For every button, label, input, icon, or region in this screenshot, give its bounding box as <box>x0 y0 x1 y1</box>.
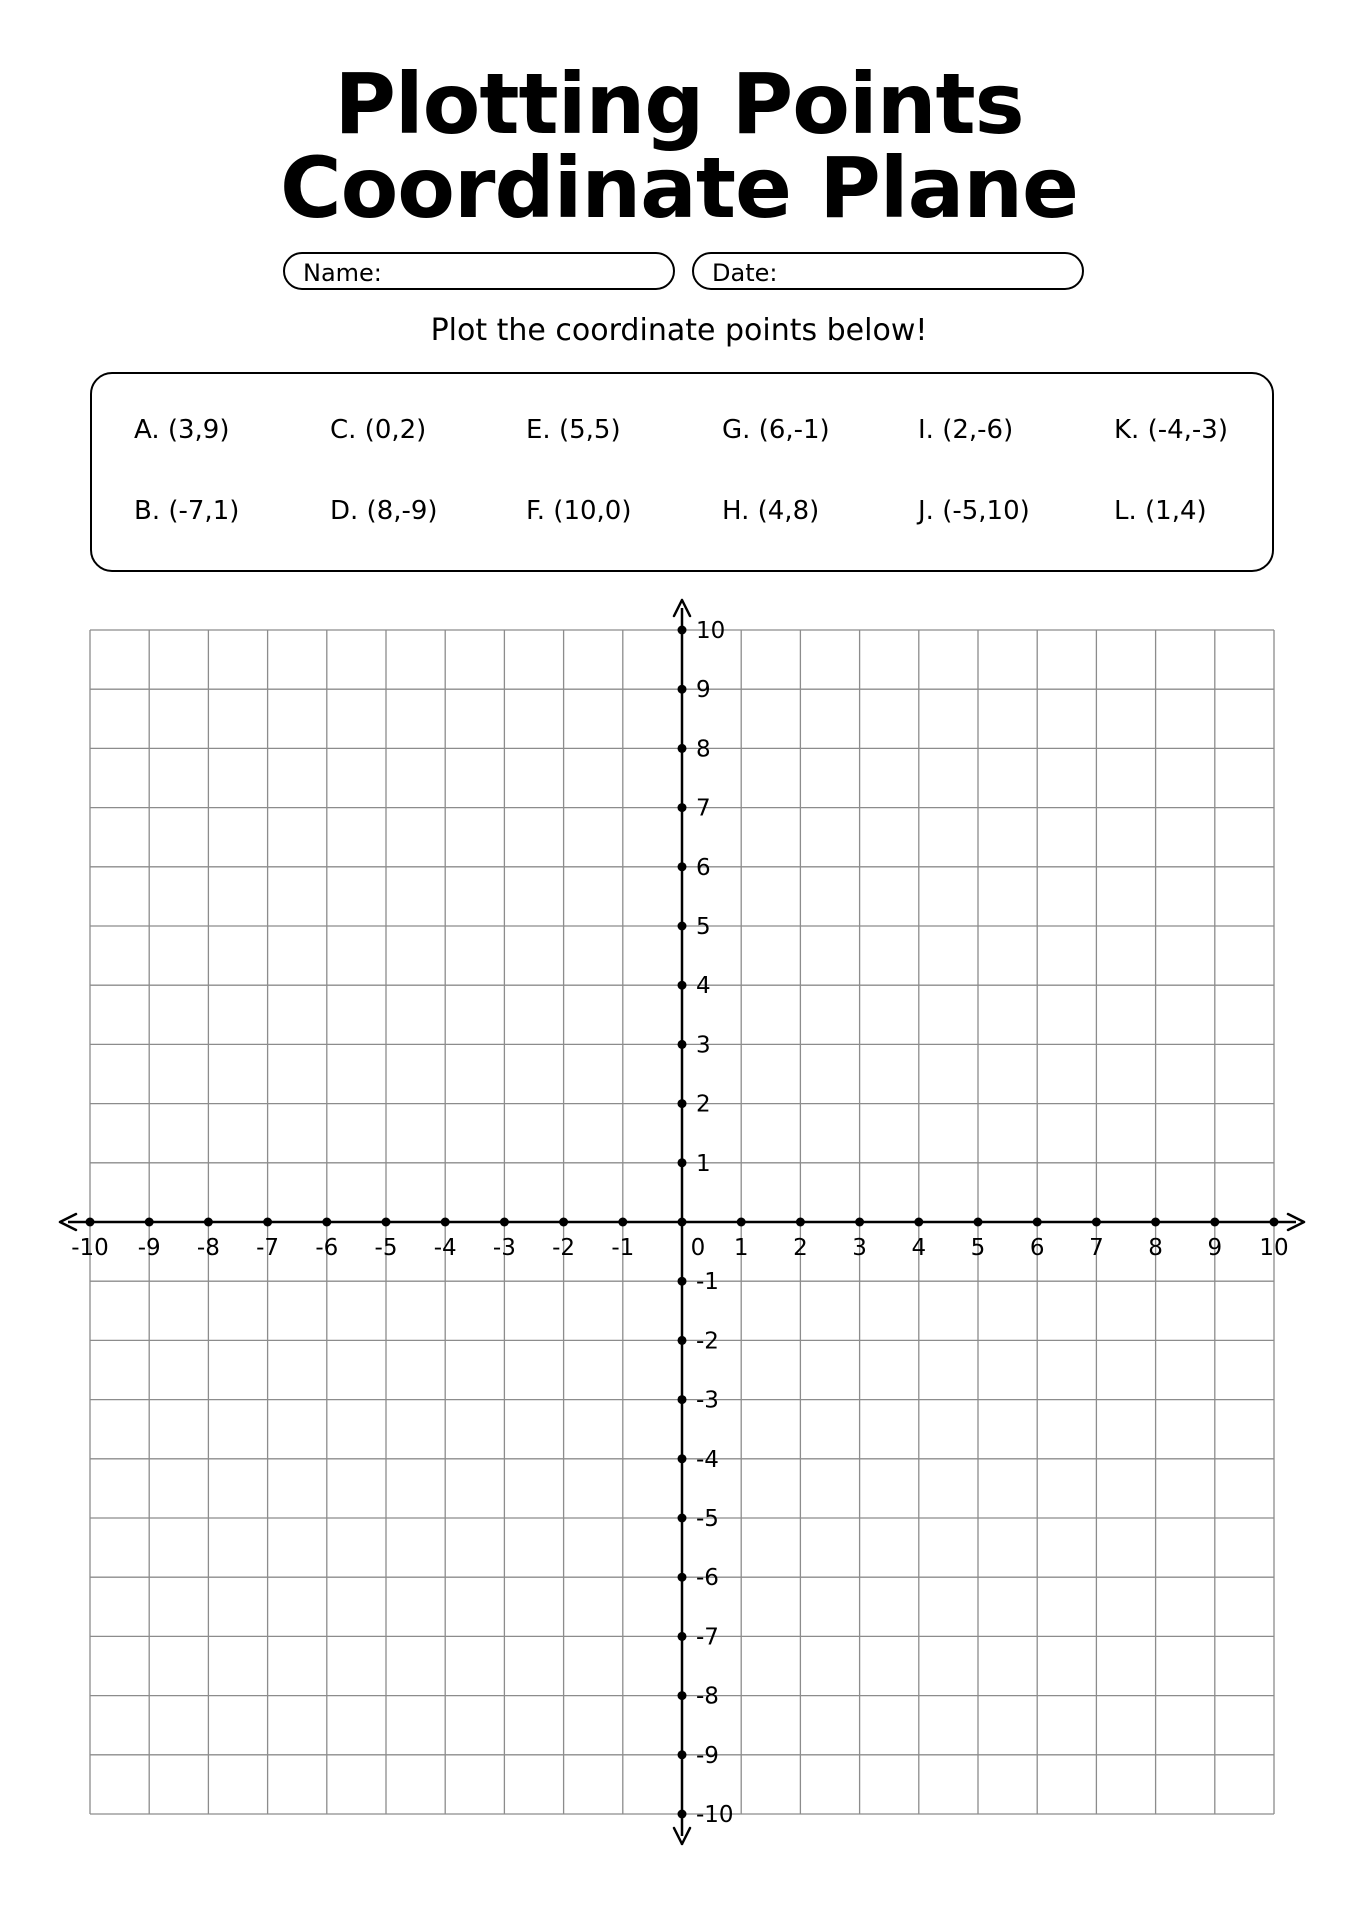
x-tick-label: -9 <box>137 1235 161 1261</box>
x-tick-label: 6 <box>1029 1235 1045 1261</box>
x-axis-tick-dot <box>796 1218 805 1227</box>
x-axis-tick-dot <box>1270 1218 1279 1227</box>
y-axis-tick-dot <box>678 981 687 990</box>
x-tick-label: -4 <box>433 1235 457 1261</box>
point-label-i: I. (2,-6) <box>918 415 1014 445</box>
point-label-d: D. (8,-9) <box>330 496 438 526</box>
y-tick-label: 5 <box>696 914 711 940</box>
x-tick-label: 9 <box>1207 1235 1223 1261</box>
y-tick-label: 9 <box>696 677 711 704</box>
x-axis-tick-dot <box>441 1218 450 1227</box>
x-axis-tick-dot <box>855 1218 864 1227</box>
y-tick-label: 7 <box>696 795 711 822</box>
y-axis-tick-dot <box>678 1158 687 1167</box>
x-tick-label: -3 <box>492 1235 516 1261</box>
origin-label: 0 <box>690 1235 706 1261</box>
y-tick-label: -1 <box>696 1269 719 1296</box>
page-title-line-1: Plotting Points <box>334 55 1024 153</box>
point-label-j: J. (-5,10) <box>918 496 1030 526</box>
y-axis-tick-dot <box>678 685 687 694</box>
point-label-b: B. (-7,1) <box>134 496 240 526</box>
y-axis-tick-dot <box>678 1040 687 1049</box>
x-axis-tick-dot <box>263 1218 272 1227</box>
y-axis-tick-dot <box>678 744 687 753</box>
y-tick-label: -3 <box>696 1387 719 1414</box>
y-axis-tick-dot <box>678 1277 687 1286</box>
x-axis-tick-dot <box>86 1218 95 1227</box>
y-tick-label: 3 <box>696 1032 711 1059</box>
x-tick-label: 8 <box>1148 1235 1163 1261</box>
x-tick-label: 10 <box>1259 1235 1289 1261</box>
x-axis-tick-dot <box>914 1218 923 1227</box>
point-label-a: A. (3,9) <box>134 415 230 445</box>
y-axis-tick-dot <box>678 1750 687 1759</box>
y-tick-label: 6 <box>696 854 711 881</box>
point-label-f: F. (10,0) <box>526 496 632 526</box>
y-axis-tick-dot <box>678 1099 687 1108</box>
y-axis-tick-dot <box>678 862 687 871</box>
y-axis-tick-dot <box>678 1573 687 1582</box>
y-tick-label: -6 <box>696 1565 719 1592</box>
x-axis-tick-dot <box>382 1218 391 1227</box>
y-tick-label: -8 <box>696 1683 719 1710</box>
page-title-line-2: Coordinate Plane <box>279 139 1079 237</box>
x-tick-label: 3 <box>852 1235 867 1261</box>
y-tick-label: -10 <box>696 1802 734 1828</box>
instruction-text: Plot the coordinate points below! <box>430 313 928 348</box>
y-tick-label: -5 <box>696 1506 719 1532</box>
point-label-c: C. (0,2) <box>330 415 427 445</box>
x-tick-label: -6 <box>315 1235 339 1261</box>
x-tick-label: -1 <box>611 1235 635 1261</box>
x-axis-tick-dot <box>618 1218 627 1227</box>
x-axis-tick-dot <box>678 1218 687 1227</box>
y-tick-label: -7 <box>696 1624 719 1651</box>
x-axis-tick-dot <box>500 1218 509 1227</box>
x-axis-tick-dot <box>322 1218 331 1227</box>
y-axis-tick-dot <box>678 1632 687 1641</box>
y-tick-label: 8 <box>696 736 711 763</box>
x-tick-label: 7 <box>1089 1235 1104 1261</box>
y-tick-label: -2 <box>696 1328 719 1355</box>
y-tick-label: 1 <box>696 1150 711 1177</box>
point-label-g: G. (6,-1) <box>722 415 830 445</box>
y-axis-tick-dot <box>678 1454 687 1463</box>
y-axis-tick-dot <box>678 1336 687 1345</box>
x-tick-label: 4 <box>911 1235 927 1261</box>
x-axis-tick-dot <box>1210 1218 1219 1227</box>
y-axis-tick-dot <box>678 922 687 931</box>
y-tick-label: -4 <box>696 1446 719 1473</box>
date-label: Date: <box>712 259 778 287</box>
x-tick-label: -7 <box>256 1235 280 1261</box>
x-tick-label: 5 <box>970 1235 986 1261</box>
x-tick-label: -10 <box>71 1235 109 1261</box>
x-axis-tick-dot <box>204 1218 213 1227</box>
x-axis-tick-dot <box>1092 1218 1101 1227</box>
point-label-h: H. (4,8) <box>722 496 820 526</box>
point-label-k: K. (-4,-3) <box>1114 415 1228 445</box>
x-tick-label: -8 <box>196 1235 220 1261</box>
y-tick-label: -9 <box>696 1742 719 1769</box>
y-axis-tick-dot <box>678 1810 687 1819</box>
x-axis-tick-dot <box>1151 1218 1160 1227</box>
x-tick-label: 1 <box>733 1235 749 1261</box>
x-axis-tick-dot <box>559 1218 568 1227</box>
point-label-e: E. (5,5) <box>526 415 621 445</box>
point-label-l: L. (1,4) <box>1114 496 1207 526</box>
x-axis-tick-dot <box>737 1218 746 1227</box>
x-axis-tick-dot <box>145 1218 154 1227</box>
y-axis-tick-dot <box>678 1514 687 1523</box>
y-tick-label: 2 <box>696 1091 711 1118</box>
y-tick-label: 10 <box>696 618 726 644</box>
y-axis-tick-dot <box>678 803 687 812</box>
x-tick-label: -5 <box>374 1235 398 1261</box>
y-axis-tick-dot <box>678 1395 687 1404</box>
y-tick-label: 4 <box>696 973 711 1000</box>
x-axis-tick-dot <box>974 1218 983 1227</box>
y-axis-tick-dot <box>678 1691 687 1700</box>
x-tick-label: -2 <box>552 1235 576 1261</box>
name-label: Name: <box>303 259 382 287</box>
x-tick-label: 2 <box>793 1235 808 1261</box>
x-axis-tick-dot <box>1033 1218 1042 1227</box>
y-axis-tick-dot <box>678 626 687 635</box>
